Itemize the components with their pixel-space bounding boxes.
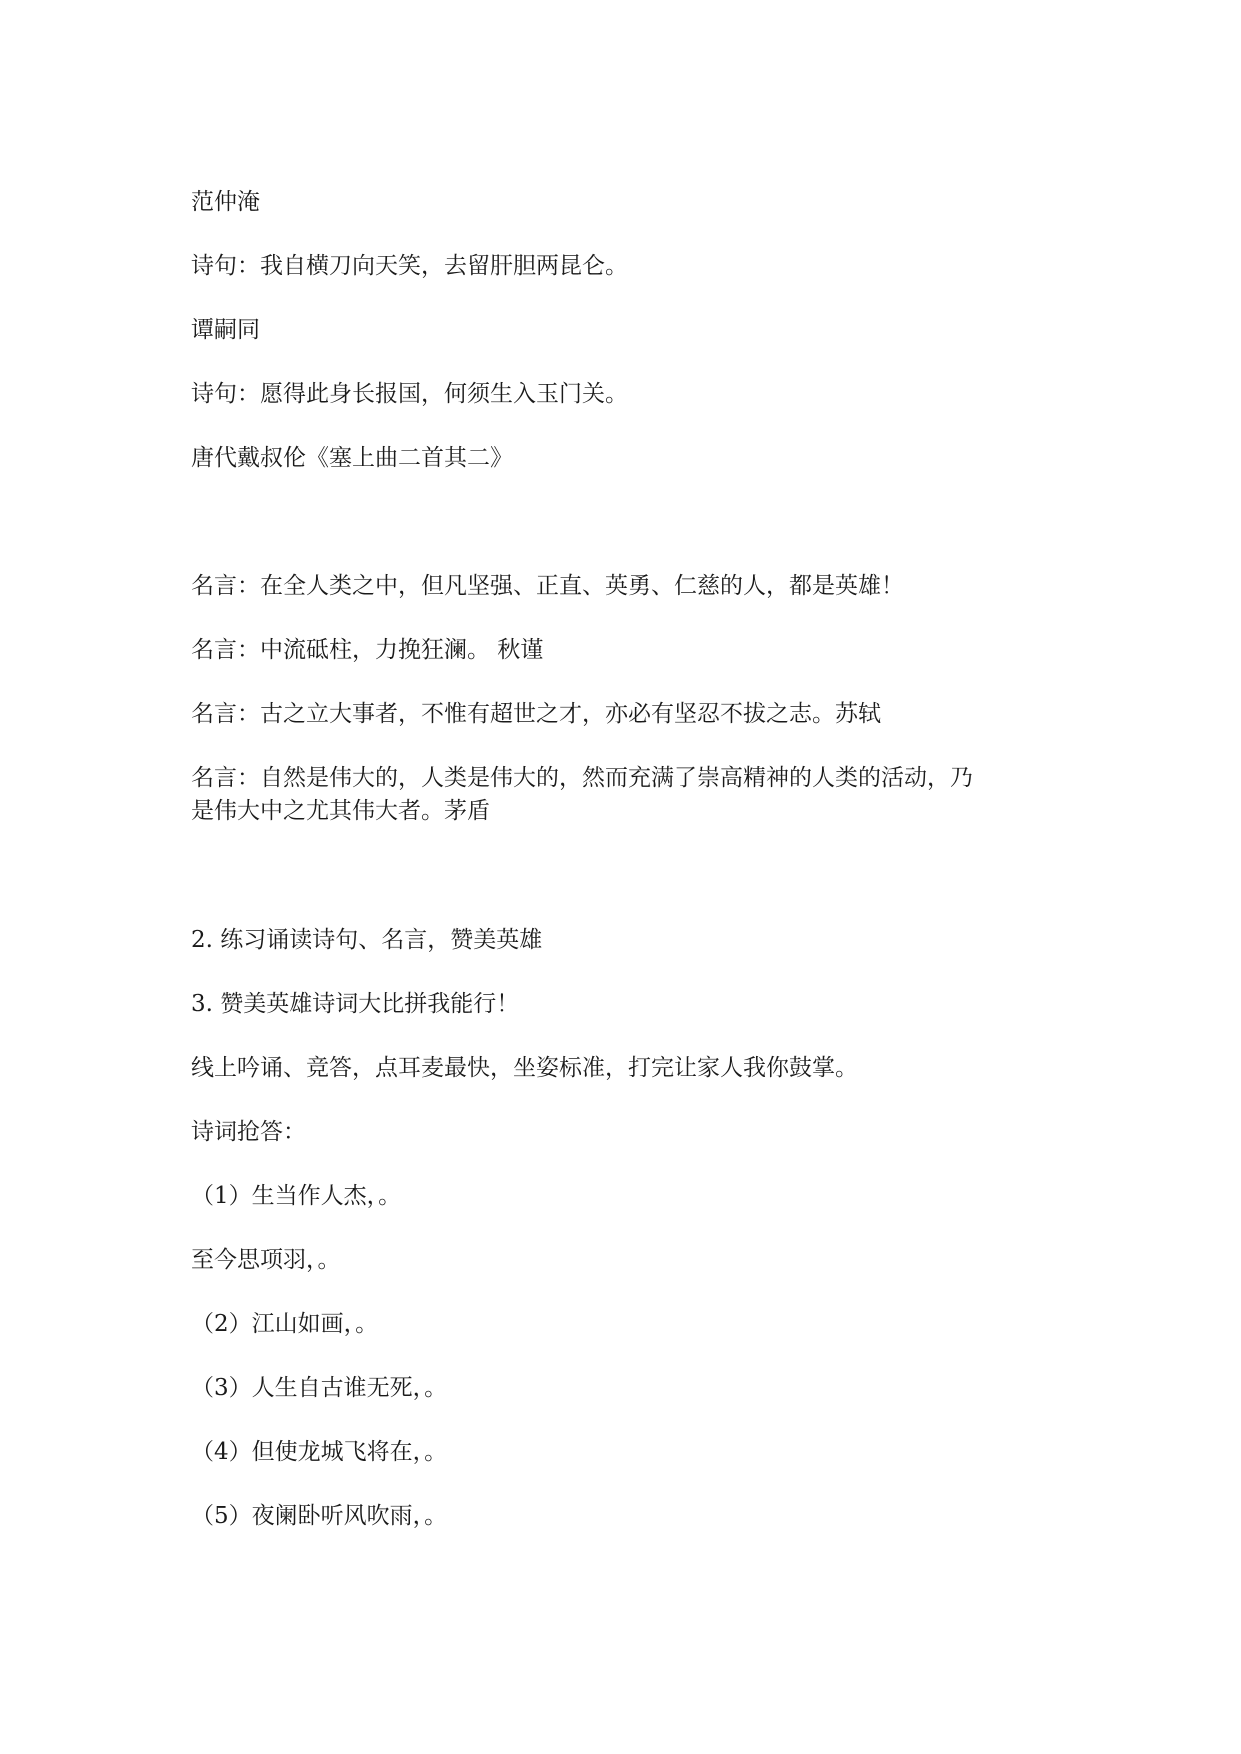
quiz-item-3: （3）人生自古谁无死，。 <box>191 1375 448 1401</box>
quiz-item-1-continued: 至今思项羽，。 <box>191 1247 341 1273</box>
quote-4-line-1: 名言：自然是伟大的，人类是伟大的，然而充满了崇高精神的人类的活动，乃 <box>191 765 973 791</box>
author-fan-zhongyan: 范仲淹 <box>191 189 260 215</box>
poem-line-1: 诗句：我自横刀向天笑，去留肝胆两昆仑。 <box>191 253 628 279</box>
poem-source: 唐代戴叔伦《塞上曲二首其二》 <box>191 445 513 471</box>
quote-2: 名言：中流砥柱，力挽狂澜。 秋谨 <box>191 637 544 663</box>
quiz-item-5: （5）夜阑卧听风吹雨，。 <box>191 1503 448 1529</box>
quote-1: 名言：在全人类之中，但凡坚强、正直、英勇、仁慈的人，都是英雄！ <box>191 573 904 599</box>
quote-3: 名言：古之立大事者，不惟有超世之才，亦必有坚忍不拔之志。苏轼 <box>191 701 881 727</box>
quiz-item-2: （2）江山如画，。 <box>191 1311 379 1337</box>
poem-line-2: 诗句：愿得此身长报国，何须生入玉门关。 <box>191 381 628 407</box>
quiz-item-1: （1）生当作人杰，。 <box>191 1183 402 1209</box>
quiz-heading: 诗词抢答： <box>191 1119 306 1145</box>
quote-4-line-2: 是伟大中之尤其伟大者。茅盾 <box>191 798 490 824</box>
step-2-heading: 2. 练习诵读诗句、名言，赞美英雄 <box>191 927 543 953</box>
activity-description: 线上吟诵、竞答，点耳麦最快，坐姿标准，打完让家人我你鼓掌。 <box>191 1055 858 1081</box>
quiz-item-4: （4）但使龙城飞将在，。 <box>191 1439 448 1465</box>
author-tan-sitong: 谭嗣同 <box>191 317 260 343</box>
step-3-heading: 3. 赞美英雄诗词大比拼我能行！ <box>191 991 520 1017</box>
